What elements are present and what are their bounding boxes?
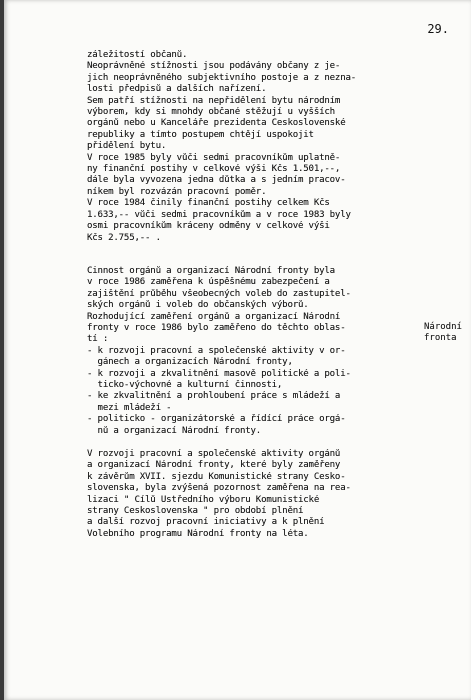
list-item: - politicko - organizátorské a řídící práce orgá- <box>87 414 346 425</box>
list-item: gánech a organizacích Národní fronty, <box>87 357 293 368</box>
text-line: 1.633,-- vůči sedmi pracovníkům a v roce 1983 byly <box>87 209 351 220</box>
list-item: nů a organizací Národní fronty. <box>87 425 262 436</box>
text-line: lizaci " Cílů Ústředního výboru Komunistické <box>87 494 320 505</box>
text-line: strany Československa " pro období plnění <box>87 506 304 517</box>
text-line: V rozvoji pracovní a společenské aktivity orgánů <box>87 449 341 459</box>
text-line: V roce 1984 činily finanční postihy celkem Kčs <box>87 198 330 209</box>
text-line: a další rozvoj pracovní iniciativy a k plnění <box>87 517 325 528</box>
text-line: ny finanční postihy v celkové výši Kčs 1.501,--, <box>87 164 341 175</box>
text-line: ských orgánů i voleb do občanských výborů. <box>87 300 309 311</box>
text-line: v roce 1986 zaměřena k úspěšnému zabezpečení a <box>87 277 330 288</box>
text-line: a organizací Národní fronty, které byly zaměřeny <box>87 460 341 471</box>
paragraph-complaints <box>87 50 412 153</box>
text-line: k závěrům XVII. sjezdu Komunistické strany Česko- <box>87 471 346 482</box>
text-line: zajištění průběhu všeobecných voleb do zastupitel- <box>87 288 351 299</box>
text-line: dále byla vyvozena jedna důtka a s jedním pracov- <box>87 175 346 186</box>
paragraph-sanctions <box>87 153 412 244</box>
text-line: fronty v roce 1986 bylo zaměřeno do těchto oblas- <box>87 322 346 333</box>
text-line: orgánů nebo u Kanceláře prezidenta Československé <box>87 118 346 129</box>
text-line: Volebního programu Národní fronty na léta. <box>87 528 309 539</box>
margin-note-line: fronta <box>424 333 457 343</box>
paragraph-activity <box>87 449 412 540</box>
text-line: Sem patří stížnosti na nepřidělení bytu národním <box>87 95 341 106</box>
page-number: 29. <box>427 22 449 36</box>
margin-note-line: Národní <box>424 322 462 332</box>
text-line: Neoprávněné stížnosti jsou podávány občany z je- <box>87 61 341 72</box>
text-line: Kčs 2.755,-- . <box>87 232 161 243</box>
paragraph-national-front <box>87 266 412 437</box>
paragraph-gap <box>87 244 412 266</box>
paragraph-gap <box>87 437 412 449</box>
text-line: tí : <box>87 334 109 345</box>
text-line: osmi pracovníkům kráceny odměny v celkové výši <box>87 221 330 232</box>
text-line: výborem, kdy si mnohdy občané stěžují u vyšších <box>87 107 335 118</box>
text-line: Rozhodující zaměření orgánů a organizací Národní <box>87 311 341 322</box>
document-page <box>4 0 471 700</box>
list-item: ticko-výchovné a kulturní činnosti, <box>87 379 283 390</box>
text-line: níkem byl rozvázán pracovní poměr. <box>87 186 267 197</box>
text-line: Činnost orgánů a organizací Národní fronty byla <box>87 265 335 276</box>
list-item: mezi mládeží - <box>87 402 172 413</box>
text-line: přidělení bytu. <box>87 141 167 152</box>
document-body <box>87 50 412 540</box>
text-line: republiky a tímto postupem chtějí uspokojit <box>87 129 314 140</box>
margin-note <box>424 322 462 344</box>
list-item: - ke zkvalitnění a prohloubení práce s mládeží a <box>87 391 341 402</box>
text-line: losti předpisů a dalších nařízení. <box>87 84 267 95</box>
list-item: - k rozvoji pracovní a společenské aktivity v or- <box>87 345 346 356</box>
text-line: V roce 1985 byly vůči sedmi pracovníkům uplatně- <box>87 152 341 163</box>
list-item: - k rozvoji a zkvalitnění masově politické a poli- <box>87 368 351 379</box>
text-line: záležitostí občanů. <box>87 50 188 60</box>
text-line: slovenska, byla zvýšená pozornost zaměřena na rea- <box>87 483 351 494</box>
text-line: jich neoprávněného subjektivního postoje a z nezna- <box>87 72 357 83</box>
